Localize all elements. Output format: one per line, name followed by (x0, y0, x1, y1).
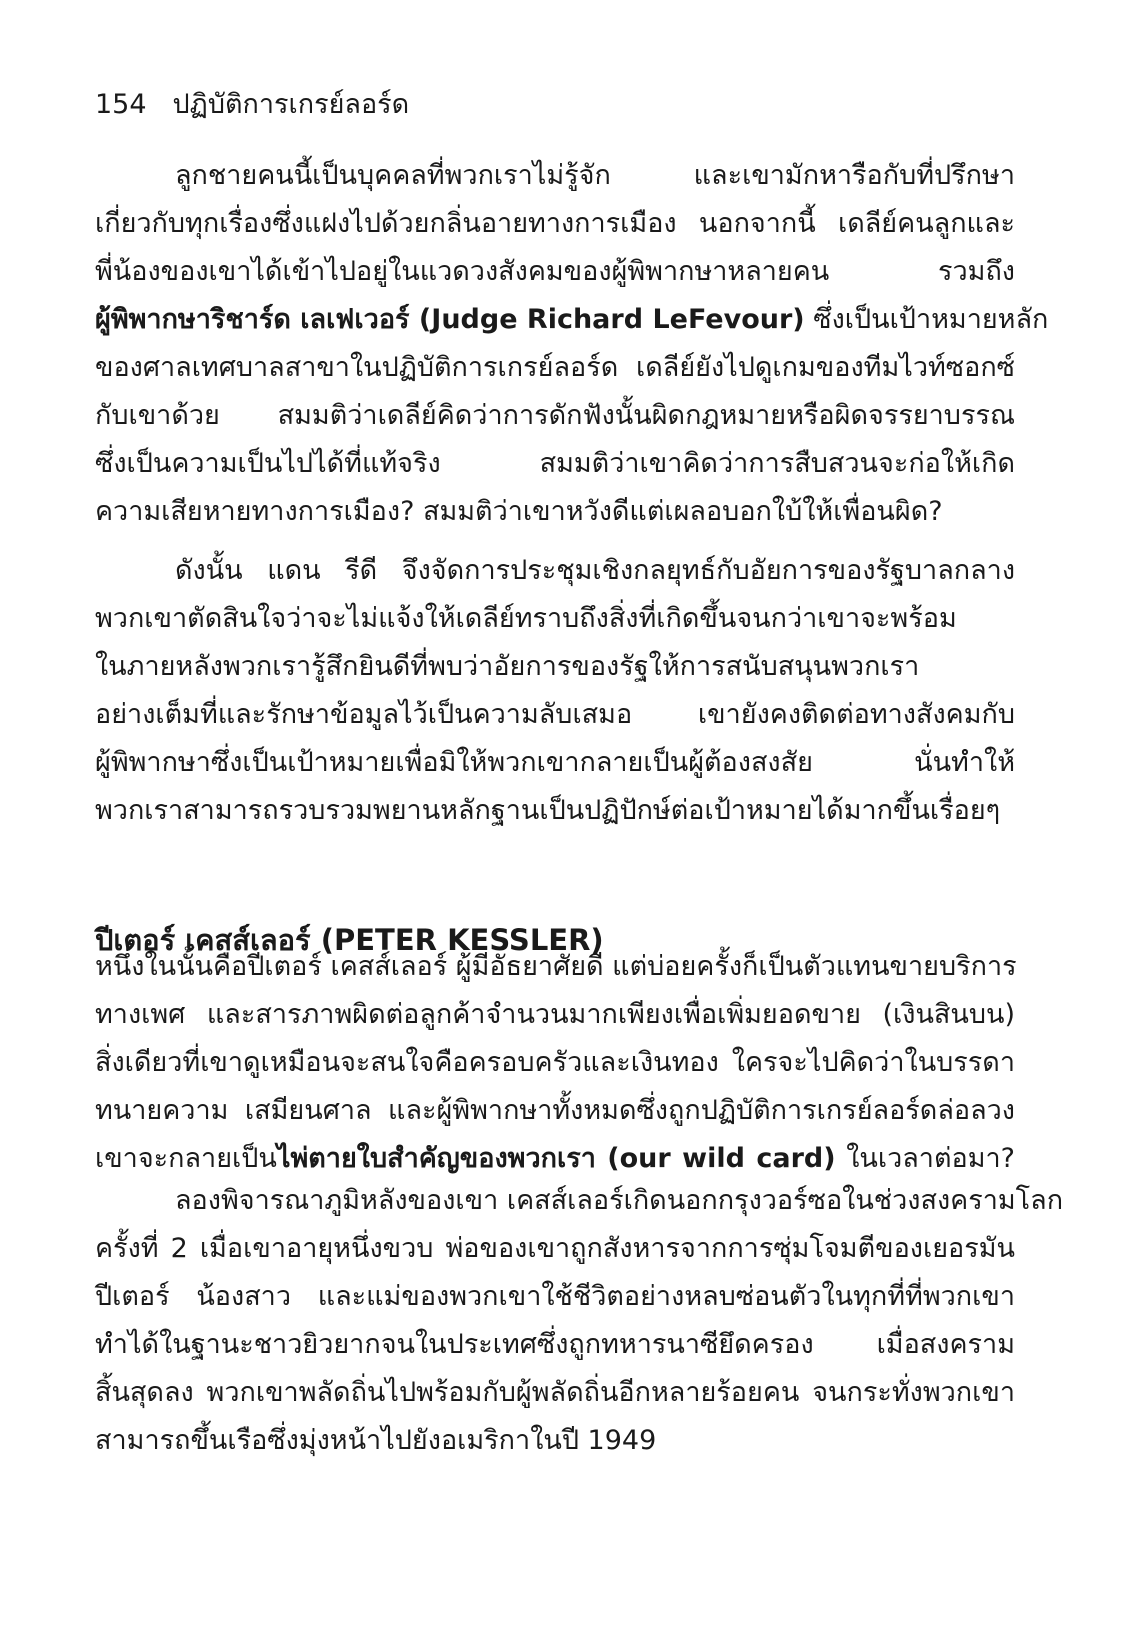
text-run: ในเวลาต่อมา? (835, 1143, 1016, 1174)
text-line: ลองพิจารณาภูมิหลังของเขา เคสส์เลอร์เกิดนอกกรุงวอร์ซอในช่วงสงครามโลก (175, 1185, 1064, 1216)
bold-term-judge: ผู้พิพากษาริชาร์ด เลเฟเวอร์ (Judge Richard LeFevour) (95, 304, 805, 335)
text-line: สามารถขึ้นเรือซึ่งมุ่งหน้าไปยังอเมริกาในปี 1949 (95, 1425, 657, 1456)
text-line: หนึ่งในนั้นคือปีเตอร์ เคสส์เลอร์ ผู้มีอัธยาศัยดี แต่บ่อยครั้งก็เป็นตัวแทนขายบริการ (95, 951, 1017, 982)
running-head (95, 88, 409, 122)
paragraph-4 (95, 1177, 1064, 1465)
text-line: ผู้พิพากษาซึ่งเป็นเป้าหมายเพื่อมิให้พวกเขากลายเป็นผู้ต้องสงสัย นั่นทำให้ (95, 747, 1015, 778)
text-line: สิ่งเดียวที่เขาดูเหมือนจะสนใจคือครอบครัวและเงินทอง ใครจะไปคิดว่าในบรรดา (95, 1047, 1015, 1078)
text-line: ความเสียหายทางการเมือง? สมมติว่าเขาหวังดีแต่เผลอบอกใบ้ให้เพื่อนผิด? (95, 496, 943, 527)
text-line: พวกเราสามารถรวบรวมพยานหลักฐานเป็นปฏิปักษ์ต่อเป้าหมายได้มากขึ้นเรื่อยๆ (95, 795, 1001, 826)
text-run: เขาจะกลายเป็น (95, 1143, 277, 1174)
text-line: ดังนั้น แดน รีดี จึงจัดการประชุมเชิงกลยุทธ์กับอัยการของรัฐบาลกลาง (175, 555, 1015, 586)
page-number: 154 (95, 89, 147, 120)
text-line: พี่น้องของเขาได้เข้าไปอยู่ในแวดวงสังคมของผู้พิพากษาหลายคน รวมถึง (95, 256, 1015, 287)
paragraph-3 (95, 943, 1015, 1183)
text-line: ทางเพศ และสารภาพผิดต่อลูกค้าจำนวนมากเพียงเพื่อเพิ่มยอดขาย (เงินสินบน) (95, 999, 1015, 1030)
text-line: ทนายความ เสมียนศาล และผู้พิพากษาทั้งหมดซึ่งถูกปฏิบัติการเกรย์ลอร์ดล่อลวง (95, 1095, 1015, 1126)
text-line: ของศาลเทศบาลสาขาในปฏิบัติการเกรย์ลอร์ด เดลีย์ยังไปดูเกมของทีมไวท์ซอกซ์ (95, 352, 1015, 383)
text-line: ปีเตอร์ น้องสาว และแม่ของพวกเขาใช้ชีวิตอย่างหลบซ่อนตัวในทุกที่ที่พวกเขา (95, 1281, 1015, 1312)
text-line: ซึ่งเป็นความเป็นไปได้ที่แท้จริง สมมติว่าเขาคิดว่าการสืบสวนจะก่อให้เกิด (95, 448, 1015, 479)
section-heading: ปีเตอร์ เคสส์เลอร์ (PETER KESSLER) (95, 923, 604, 957)
paragraph-1 (95, 152, 1049, 536)
text-line: อย่างเต็มที่และรักษาข้อมูลไว้เป็นความลับเสมอ เขายังคงติดต่อทางสังคมกับ (95, 699, 1015, 730)
book-title: ปฏิบัติการเกรย์ลอร์ด (172, 89, 410, 120)
text-run: ซึ่งเป็นเป้าหมายหลัก (804, 304, 1049, 335)
text-line: สิ้นสุดลง พวกเขาพลัดถิ่นไปพร้อมกับผู้พลัดถิ่นอีกหลายร้อยคน จนกระทั่งพวกเขา (95, 1377, 1015, 1408)
text-line: ลูกชายคนนี้เป็นบุคคลที่พวกเราไม่รู้จัก และเขามักหารือกับที่ปรึกษา (175, 160, 1015, 191)
bold-term-wild-card: ไพ่ตายใบสำคัญของพวกเรา (our wild card) (276, 1143, 836, 1174)
text-line: ครั้งที่ 2 เมื่อเขาอายุหนึ่งขวบ พ่อของเขาถูกสังหารจากการซุ่มโจมตีของเยอรมัน (95, 1233, 1015, 1264)
text-line: พวกเขาตัดสินใจว่าจะไม่แจ้งให้เดลีย์ทราบถึงสิ่งที่เกิดขึ้นจนกว่าเขาจะพร้อม (95, 603, 957, 634)
text-line: เกี่ยวกับทุกเรื่องซึ่งแฝงไปด้วยกลิ่นอายทางการเมือง นอกจากนี้ เดลีย์คนลูกและ (95, 208, 1015, 239)
text-line: กับเขาด้วย สมมติว่าเดลีย์คิดว่าการดักฟังนั้นผิดกฎหมายหรือผิดจรรยาบรรณ (95, 400, 1015, 431)
text-line: ทำได้ในฐานะชาวยิวยากจนในประเทศซึ่งถูกทหารนาซียึดครอง เมื่อสงคราม (95, 1329, 1015, 1360)
text-line (95, 1135, 1015, 1183)
text-line: ในภายหลังพวกเรารู้สึกยินดีที่พบว่าอัยการของรัฐให้การสนับสนุนพวกเรา (95, 651, 920, 682)
text-line (95, 296, 1049, 344)
paragraph-2 (95, 547, 1015, 835)
